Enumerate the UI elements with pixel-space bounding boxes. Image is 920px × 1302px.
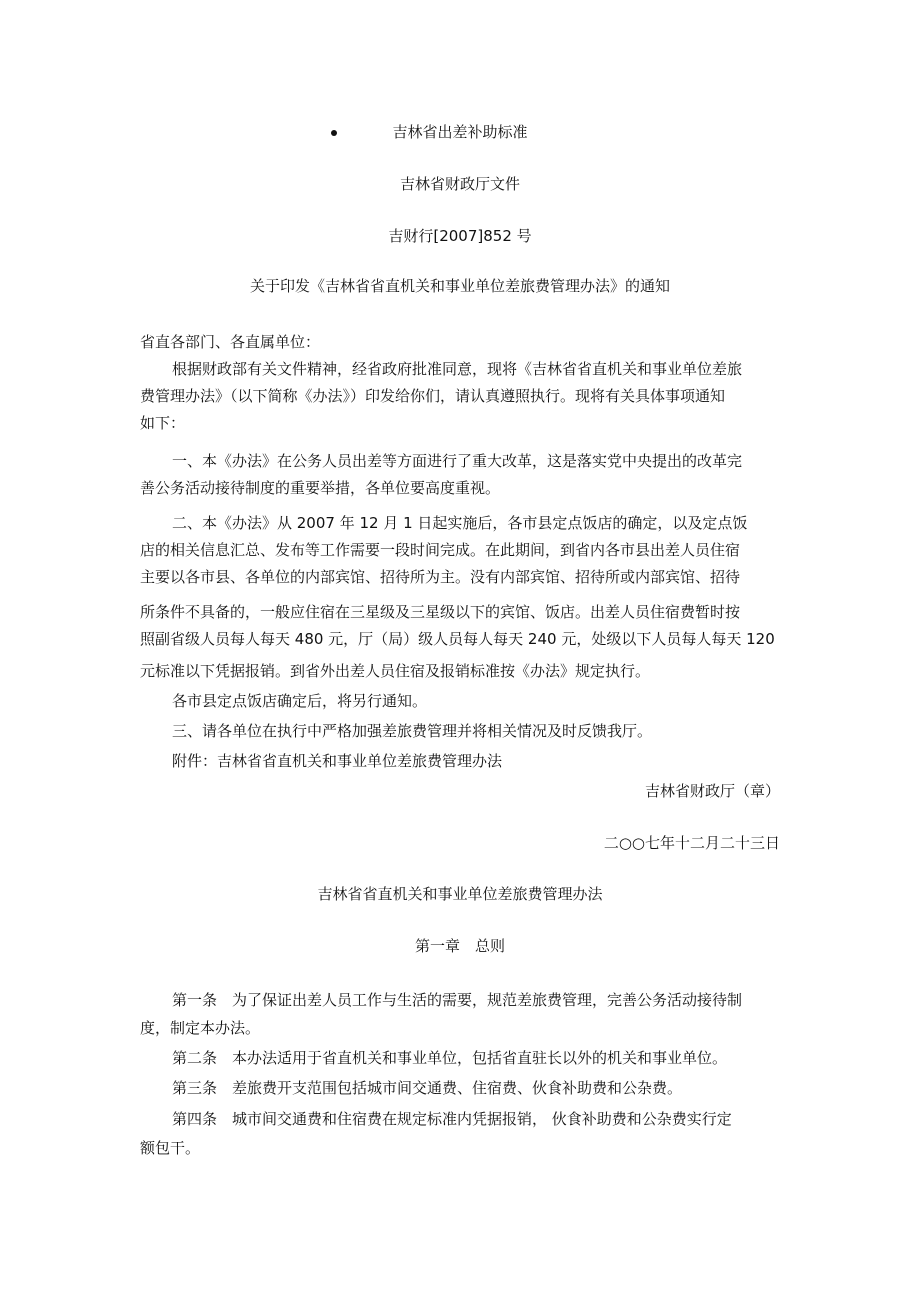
item3-line: 三、请各单位在执行中严格加强差旅费管理并将相关情况及时反馈我厅。	[172, 722, 653, 740]
item1-line: 善公务活动接待制度的重要举措，各单位要高度重视。	[140, 479, 501, 497]
chapter-heading: 第一章 总则	[414, 937, 505, 955]
item2-line: 所条件不具备的，一般应住宿在三星级及三星级以下的宾馆、饭店。出差人员住宿费暂时按	[140, 603, 741, 621]
issuer-heading: 吉林省财政厅文件	[399, 175, 520, 193]
intro-line: 如下：	[140, 414, 186, 432]
item2-line: 照副省级人员每人每天 480 元，厅（局）级人员每人每天 240 元，处级以下人员每人每天 120	[140, 630, 775, 648]
signature: 吉林省财政厅（章）	[644, 782, 780, 800]
issue-date: 二○○七年十二月二十三日	[603, 834, 780, 852]
intro-line: 根据财政部有关文件精神，经省政府批准同意，现将《吉林省省直机关和事业单位差旅	[172, 360, 743, 378]
item2-line: 元标准以下凭据报销。到省外出差人员住宿及报销标准按《办法》规定执行。	[140, 662, 651, 680]
article2-line: 第二条 本办法适用于省直机关和事业单位，包括省直驻长以外的机关和事业单位。	[172, 1049, 728, 1067]
item2-line: 主要以各市县、各单位的内部宾馆、招待所为主。没有内部宾馆、招待所或内部宾馆、招待	[140, 568, 741, 586]
document-number: 吉财行[2007]852 号	[388, 227, 532, 245]
item2-line: 店的相关信息汇总、发布等工作需要一段时间完成。在此期间，到省内各市县出差人员住宿	[140, 541, 741, 559]
article1-line: 第一条 为了保证出差人员工作与生活的需要，规范差旅费管理，完善公务活动接待制	[172, 991, 743, 1009]
article3-line: 第三条 差旅费开支范围包括城市间交通费、住宿费、伙食补助费和公杂费。	[172, 1079, 683, 1097]
article4-line: 第四条 城市间交通费和住宿费在规定标准内凭据报销， 伙食补助费和公杂费实行定	[172, 1110, 732, 1128]
document-title: 吉林省出差补助标准	[392, 123, 528, 141]
notice-title: 关于印发《吉林省省直机关和事业单位差旅费管理办法》的通知	[249, 277, 670, 295]
regulation-title: 吉林省省直机关和事业单位差旅费管理办法	[317, 885, 603, 903]
item2-line: 二、本《办法》从 2007 年 12 月 1 日起实施后，各市县定点饭店的确定，以及定点饭	[172, 514, 748, 532]
attachment-line: 附件：吉林省省直机关和事业单位差旅费管理办法	[172, 752, 503, 770]
article1-line: 度，制定本办法。	[140, 1019, 261, 1037]
intro-line: 费管理办法》（以下简称《办法》）印发给你们，请认真遵照执行。现将有关具体事项通知	[140, 387, 726, 405]
item1-line: 一、本《办法》在公务人员出差等方面进行了重大改革，这是落实党中央提出的改革完	[172, 452, 743, 470]
follow-up-note: 各市县定点饭店确定后，将另行通知。	[172, 692, 428, 710]
article4-line: 额包干。	[140, 1139, 201, 1157]
addressee: 省直各部门、各直属单位：	[140, 333, 321, 351]
